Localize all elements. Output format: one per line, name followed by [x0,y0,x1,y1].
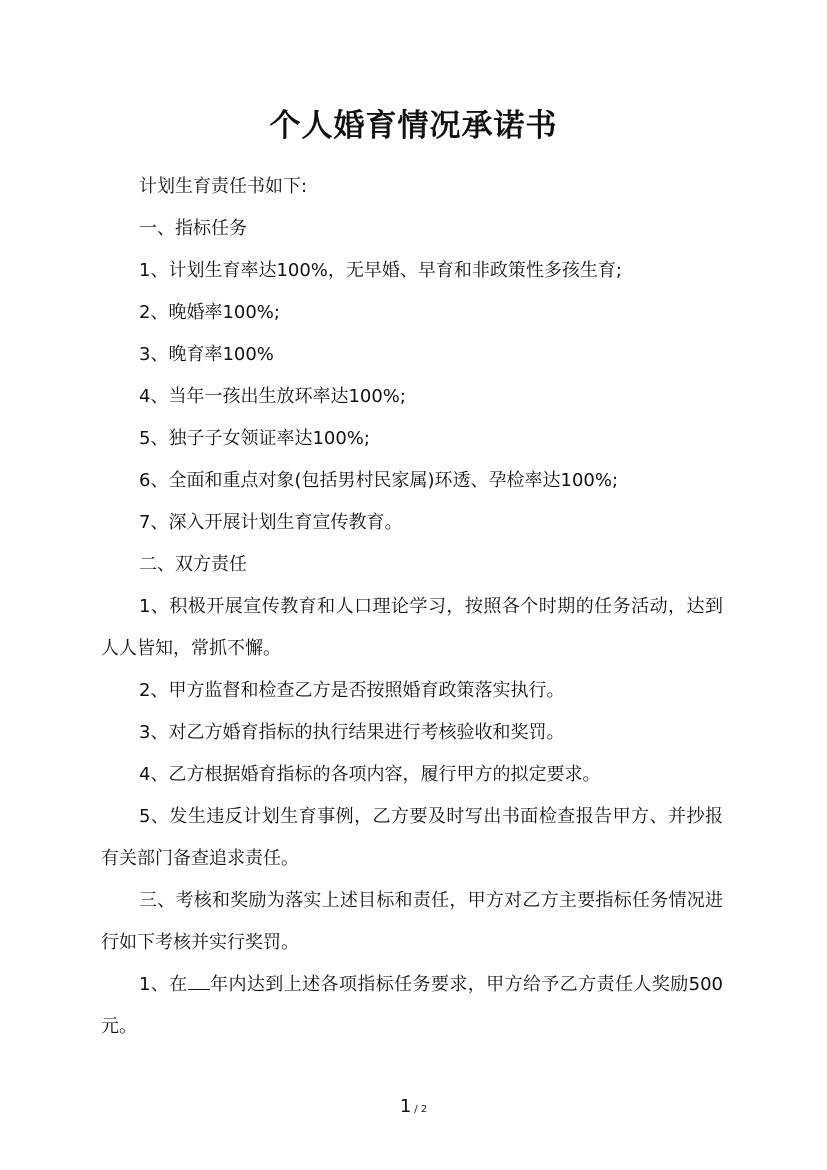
paragraph: 7、深入开展计划生育宣传教育。 [139,512,403,533]
paragraph-text-end: 年内达到上述各项指标任务要求，甲方给予乙方责任人奖励500元。 [101,974,723,1037]
page-total: / 2 [414,1104,428,1115]
paragraph: 3、晚育率100% [139,344,274,365]
paragraph: 3、对乙方婚育指标的执行结果进行考核验收和奖罚。 [139,722,565,743]
paragraph-text-start: 1、在 [139,974,188,995]
paragraph: 6、全面和重点对象(包括男村民家属)环透、孕检率达100%; [139,470,619,491]
document-body [101,166,723,1048]
page-current: 1 [399,1096,412,1117]
section-heading: 一、指标任务 [139,218,247,239]
paragraph: 2、甲方监督和检查乙方是否按照婚育政策落实执行。 [139,680,565,701]
paragraph-with-blank [101,964,723,1048]
paragraph: 计划生育责任书如下: [139,176,308,197]
section-heading: 三、考核和奖励为落实上述目标和责任，甲方对乙方主要指标任务情况进行如下考核并实行奖罚。 [101,890,723,953]
fill-in-blank [188,989,210,990]
paragraph: 2、晚婚率100%; [139,302,280,323]
paragraph: 5、独子子女领证率达100%; [139,428,370,449]
document-title: 个人婚育情况承诺书 [269,108,558,144]
page-number [0,1092,827,1125]
paragraph: 1、积极开展宣传教育和人口理论学习，按照各个时期的任务活动，达到人人皆知，常抓不懈。 [101,596,723,659]
paragraph: 4、当年一孩出生放环率达100%; [139,386,406,407]
section-heading: 二、双方责任 [139,554,247,575]
paragraph: 4、乙方根据婚育指标的各项内容，履行甲方的拟定要求。 [139,764,601,785]
paragraph: 1、计划生育率达100%，无早婚、早育和非政策性多孩生育; [139,260,622,281]
paragraph: 5、发生违反计划生育事例，乙方要及时写出书面检查报告甲方、并抄报有关部门备查追求责任。 [101,806,723,869]
